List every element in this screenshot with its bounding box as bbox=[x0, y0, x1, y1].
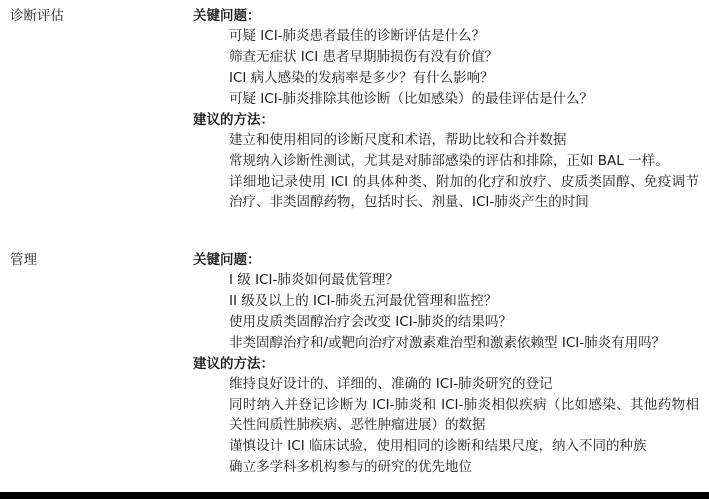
table-bottom-rule bbox=[0, 492, 709, 499]
question-item: 可疑 ICI-肺炎患者最佳的诊断评估是什么？ bbox=[229, 28, 486, 44]
questions-heading: 关键问题： bbox=[193, 8, 261, 24]
question-item: 筛查无症状 ICI 患者早期肺损伤有没有价值？ bbox=[229, 49, 498, 65]
question-item: 使用皮质类固醇治疗会改变 ICI-肺炎的结果吗？ bbox=[229, 314, 513, 330]
method-item: 同时纳入并登记诊断为 ICI-肺炎和 ICI-肺炎相似疾病（比如感染、其他药物相关性间质性肺疾病、恶性肿瘤进展）的数据 bbox=[229, 397, 699, 433]
method-item: 确立多学科多机构参与的研究的优先地位 bbox=[229, 459, 472, 475]
methods-list bbox=[193, 374, 699, 477]
category-label: 管理 bbox=[10, 252, 37, 268]
method-item: 常规纳入诊断性测试，尤其是对肺部感染的评估和排除，正如 BAL 一样。 bbox=[229, 153, 669, 169]
method-item: 建立和使用相同的诊断尺度和术语，帮助比较和合并数据 bbox=[229, 132, 567, 148]
questions-list bbox=[193, 270, 699, 353]
method-item: 详细地记录使用 ICI 的具体种类、附加的化疗和放疗、皮质类固醇、免疫调节治疗、非类固醇药物，包括时长、剂量、ICI-肺炎产生的时间 bbox=[229, 174, 699, 210]
question-item: II 级及以上的 ICI-肺炎五河最优管理和监控？ bbox=[229, 293, 498, 309]
section-content bbox=[193, 250, 699, 478]
category-label: 诊断评估 bbox=[10, 8, 64, 24]
section-content bbox=[193, 6, 699, 213]
method-item: 维持良好设计的、详细的、准确的 ICI-肺炎研究的登记 bbox=[229, 376, 553, 392]
question-item: I 级 ICI-肺炎如何最优管理？ bbox=[229, 272, 399, 288]
methods-heading: 建议的方法： bbox=[193, 112, 274, 128]
questions-heading: 关键问题： bbox=[193, 252, 261, 268]
question-item: 可疑 ICI-肺炎排除其他诊断（比如感染）的最佳评估是什么？ bbox=[229, 91, 594, 107]
methods-list bbox=[193, 130, 699, 212]
methods-heading: 建议的方法： bbox=[193, 356, 274, 372]
question-item: 非类固醇治疗和/或靶向治疗对激素难治型和激素依赖型 ICI-肺炎有用吗？ bbox=[229, 335, 666, 351]
method-item: 谨慎设计 ICI 临床试验，使用相同的诊断和结果尺度，纳入不同的种族 bbox=[229, 438, 647, 454]
questions-list bbox=[193, 26, 699, 109]
question-item: ICI 病人感染的发病率是多少？有什么影响？ bbox=[229, 70, 494, 86]
